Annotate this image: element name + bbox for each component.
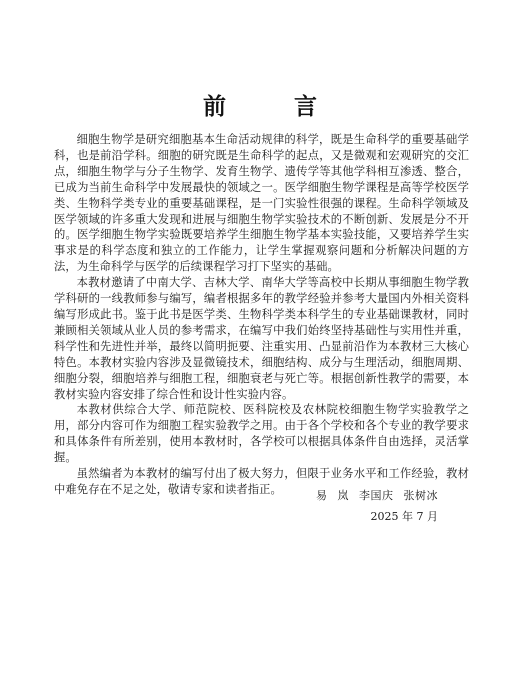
signature-block xyxy=(316,488,438,524)
paragraph: 细胞生物学是研究细胞基本生命活动规律的科学，既是生命科学的重要基础学科，也是前沿学科。细胞的研究既是生命科学的起点，又是微观和宏观研究的交汇点，细胞生物学与分子生物学、发育生物学、遗传学等其他学科相互渗透、整合，已成为当前生命科学中发展最快的领域之一。医学细胞生物学课程是高等学校医学类、生物科学类专业的重要基础课程，是一门实验性很强的课程。生命科学领域及医学领域的许多重大发现和进展与细胞生物学实验技术的不断创新、发展是分不开的。医学细胞生物学实验既要培养学生细胞生物学基本实验技能，又要培养学生实事求是的科学态度和独立的工作能力，让学生掌握观察问题和分析解决问题的方法，为生命科学与医学的后续课程学习打下坚实的基础。 xyxy=(54,133,469,274)
paragraph: 本教材供综合大学、师范院校、医科院校及农林院校细胞生物学实验教学之用，部分内容可作为细胞工程实验教学之用。由于各个学校和各个专业的教学要求和具体条件有所差别，使用本教材时，各学校可以根据具体条件自由选择，灵活掌握。 xyxy=(54,403,469,465)
page-title: 前 言 xyxy=(202,94,347,120)
paragraph: 本教材邀请了中南大学、吉林大学、南华大学等高校中长期从事细胞生物学教学科研的一线教师参与编写，编者根据多年的教学经验并参考大量国内外相关资料编写形成此书。鉴于此书是医学类、生物科学类本科学生的专业基础课教材，同时兼顾相关领域从业人员的参考需求，在编写中我们始终坚持基础性与实用性并重，科学性和先进性并举，最终以简明扼要、注重实用、凸显前沿作为本教材三大核心特色。本教材实验内容涉及显微镜技术，细胞结构、成分与生理活动，细胞周期、细胞分裂，细胞培养与细胞工程，细胞衰老与死亡等。根据创新性教学的需要，本教材实验内容安排了综合性和设计性实验内容。 xyxy=(54,276,469,401)
paragraph: 虽然编者为本教材的编写付出了极大努力，但限于业务水平和工作经验，教材中难免存在不足之处，敬请专家和读者指正。 xyxy=(54,467,469,496)
signature-date: 2025 年 7 月 xyxy=(370,510,438,523)
author-names: 易 岚 李国庆 张树冰 xyxy=(316,489,438,502)
preface-body xyxy=(54,132,469,498)
